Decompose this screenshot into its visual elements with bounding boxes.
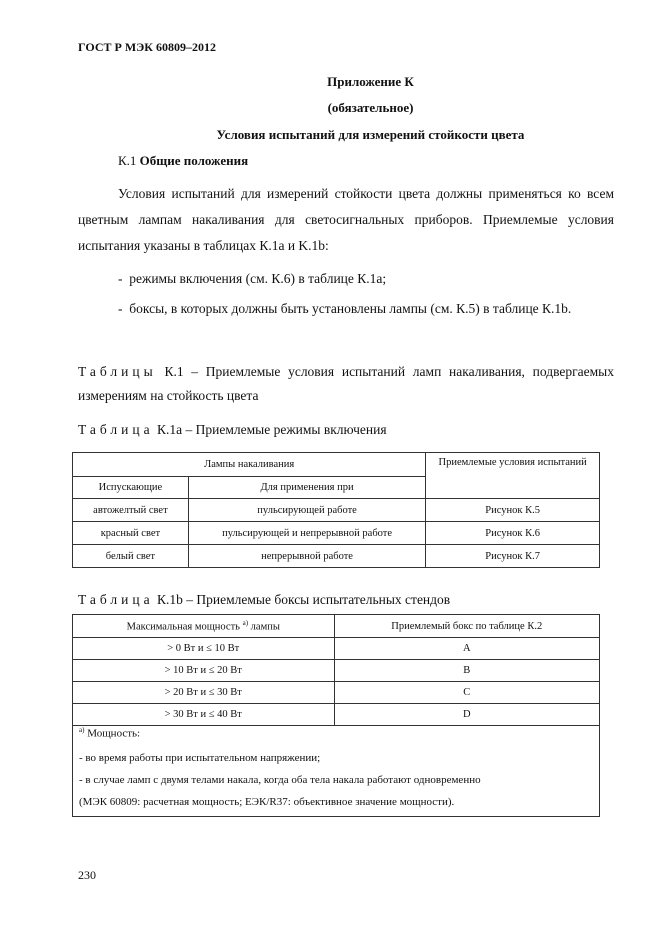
cell-condition: Рисунок К.5 [426, 499, 600, 522]
cell-mode: пульсирующей и непрерывной работе [188, 522, 425, 545]
tables-caption-label: Таблицы [78, 364, 157, 379]
table-row [73, 704, 600, 726]
cell-power: > 30 Вт и ≤ 40 Вт [73, 704, 335, 726]
header-max-power-tail: лампы [250, 621, 280, 633]
header-conditions: Приемлемые условия испытаний [426, 453, 600, 499]
bullet-item: - боксы, в которых должны быть установлены лампы (см. К.5) в таблице К.1b. [118, 301, 572, 316]
section-heading [118, 153, 248, 169]
header-max-power [73, 615, 335, 638]
footnote-title-text: Мощность: [87, 727, 141, 740]
cell-mode: непрерывной работе [188, 545, 425, 568]
table1-caption-label: Таблица [78, 422, 154, 437]
cell-condition: Рисунок К.7 [426, 545, 600, 568]
annex-status: (обязательное) [327, 100, 414, 115]
footnote-line: - в случае ламп с двумя телами накала, когда оба тела накала работают одновременно [79, 774, 481, 786]
table-row [73, 682, 600, 704]
table-row [73, 499, 600, 522]
page-number: 230 [78, 868, 96, 882]
cell-lamp: белый свет [73, 545, 189, 568]
section-title: Общие положения [139, 153, 249, 168]
cell-mode: пульсирующей работе [188, 499, 425, 522]
cell-lamp: красный свет [73, 522, 189, 545]
tables-caption-text: К.1 – Приемлемые условия испытаний ламп накаливания, подвергаемых измерениям на стойкость цвета [78, 364, 614, 403]
cell-box: D [334, 704, 600, 726]
standard-header: ГОСТ Р МЭК 60809–2012 [78, 40, 216, 54]
cell-condition: Рисунок К.6 [426, 522, 600, 545]
cell-box: B [334, 660, 600, 682]
header-box: Приемлемый бокс по таблице К.2 [334, 615, 600, 638]
table2-caption-label: Таблица [78, 592, 154, 607]
header-lamps: Лампы накаливания [73, 453, 426, 477]
annex-title: Приложение К [327, 74, 414, 89]
header-max-power-text: Максимальная мощность [126, 621, 240, 633]
table2-caption [78, 592, 614, 608]
footnote-line: (МЭК 60809: расчетная мощность; ЕЭК/R37: объективное значение мощности). [79, 796, 455, 808]
table2-footnote [72, 724, 600, 817]
footnote-marker: a) [242, 619, 249, 628]
bullet-item: - режимы включения (см. К.6) в таблице К.1а; [118, 271, 387, 286]
bullet-text: боксы, в которых должны быть установлены лампы (см. К.5) в таблице К.1b. [129, 301, 572, 316]
table-test-boxes [72, 614, 600, 726]
table-row [73, 545, 600, 568]
table2-caption-text: К.1b – Приемлемые боксы испытательных стендов [157, 592, 451, 607]
cell-box: C [334, 682, 600, 704]
intro-paragraph: Условия испытаний для измерений стойкости цвета должны применяться ко всем цветным лампам накаливания для светосигнальных приборов. Приемлемые условия испытания указаны в таблицах К.1a и K.1b: [78, 186, 614, 253]
table-row [73, 660, 600, 682]
table1-caption [78, 422, 614, 438]
table-switching-modes [72, 452, 600, 568]
cell-power: > 0 Вт и ≤ 10 Вт [73, 638, 335, 660]
header-use: Для применения при [188, 477, 425, 499]
cell-lamp: автожелтый свет [73, 499, 189, 522]
footnote-line: - во время работы при испытательном напряжении; [79, 752, 321, 764]
section-number: К.1 [118, 153, 137, 168]
bullet-text: режимы включения (см. К.6) в таблице К.1а; [129, 271, 387, 286]
cell-box: A [334, 638, 600, 660]
cell-power: > 10 Вт и ≤ 20 Вт [73, 660, 335, 682]
tables-caption [78, 360, 614, 408]
table1-caption-text: К.1a – Приемлемые режимы включения [157, 422, 387, 437]
annex-subtitle: Условия испытаний для измерений стойкости цвета [216, 127, 525, 142]
footnote-marker: a) [79, 726, 85, 734]
table-row [73, 638, 600, 660]
table-row [73, 522, 600, 545]
cell-power: > 20 Вт и ≤ 30 Вт [73, 682, 335, 704]
footnote-title [79, 726, 140, 740]
header-emitting: Испускающие [73, 477, 189, 499]
